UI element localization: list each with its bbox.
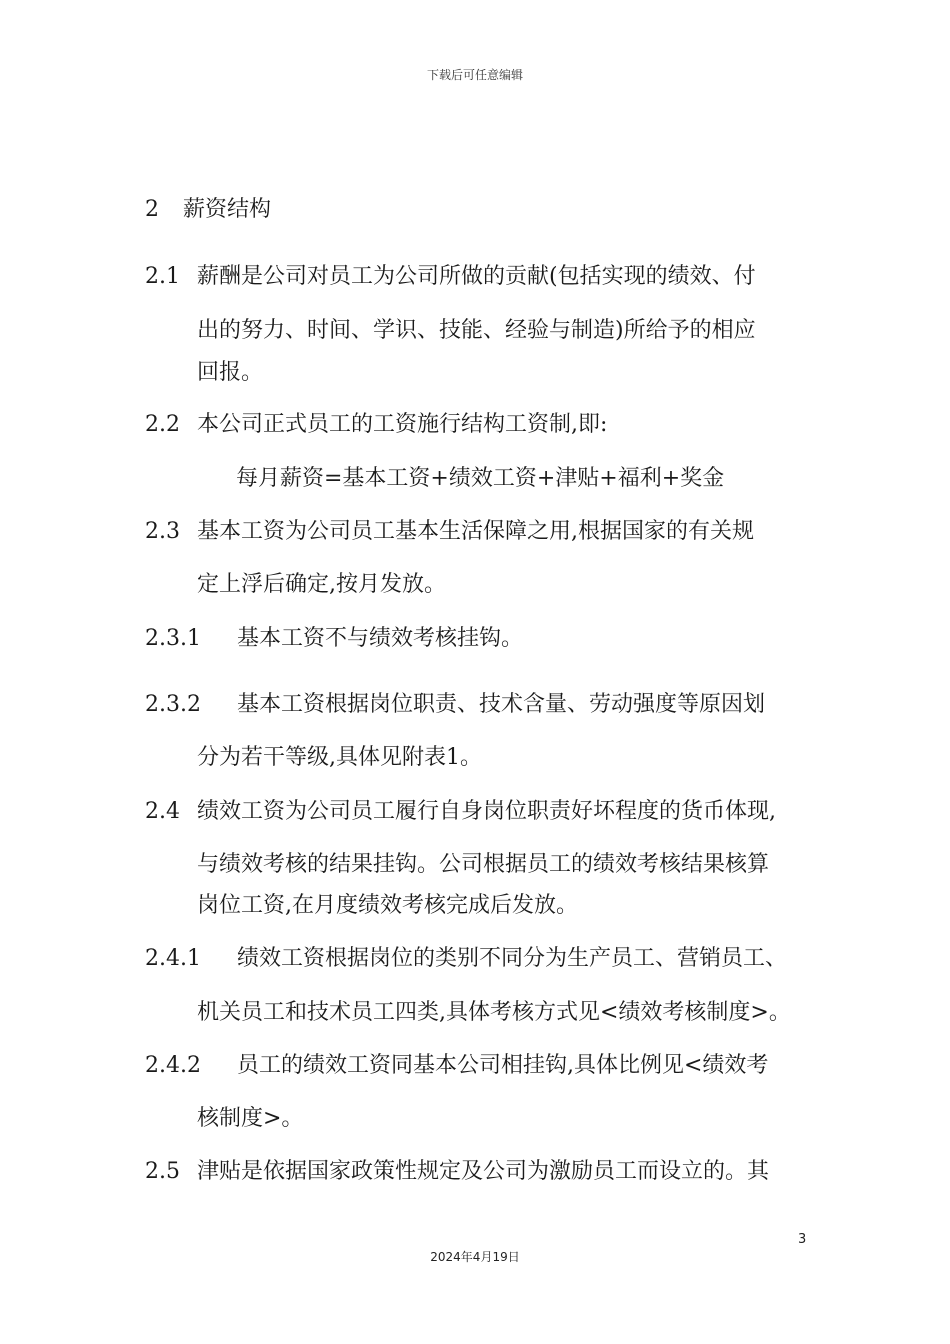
clause-number: 2.5: [145, 1159, 180, 1184]
clause-number: 2.4.2: [145, 1053, 201, 1078]
heading-2: [145, 195, 271, 225]
clause-text: 基本工资根据岗位职责、技术含量、劳动强度等原因划: [237, 692, 766, 717]
clause-2-3-2-cont: 分为若干等级,具体见附表1。: [197, 745, 482, 770]
clause-2-4-cont-2: 岗位工资,在月度绩效考核完成后发放。: [197, 893, 578, 918]
clause-2-4: [145, 797, 776, 827]
salary-formula: 每月薪资=基本工资+绩效工资+津贴+福利+奖金: [236, 466, 725, 491]
clause-2-3-1: [145, 624, 523, 654]
clause-2-4-2-cont: 核制度>。: [197, 1106, 304, 1131]
clause-text: 基本工资为公司员工基本生活保障之用,根据国家的有关规: [197, 519, 754, 544]
heading-text: 薪资结构: [183, 197, 272, 222]
clause-2-4-1-cont: 机关员工和技术员工四类,具体考核方式见<绩效考核制度>。: [197, 1000, 791, 1025]
clause-2-4-1: [145, 944, 787, 974]
clause-2-3: [145, 517, 754, 547]
clause-text: 员工的绩效工资同基本公司相挂钩,具体比例见<绩效考: [237, 1053, 769, 1078]
clause-number: 2.3.1: [145, 626, 201, 651]
clause-2-3-cont: 定上浮后确定,按月发放。: [197, 572, 446, 597]
clause-text: 本公司正式员工的工资施行结构工资制,即:: [197, 412, 608, 437]
clause-2-1-cont-2: 回报。: [197, 360, 264, 385]
page-header: 下载后可任意编辑: [426, 68, 523, 82]
clause-2-5: [145, 1157, 769, 1187]
clause-text: 绩效工资为公司员工履行自身岗位职责好坏程度的货币体现,: [197, 799, 776, 824]
clause-number: 2.3: [145, 519, 180, 544]
clause-2-3-2: [145, 690, 765, 720]
clause-text: 薪酬是公司对员工为公司所做的贡献(包括实现的绩效、付: [197, 264, 756, 289]
clause-2-1-cont-1: 出的努力、时间、学识、技能、经验与制造)所给予的相应: [197, 318, 756, 343]
clause-text: 绩效工资根据岗位的类别不同分为生产员工、营销员工、: [237, 946, 788, 971]
clause-number: 2.4.1: [145, 946, 201, 971]
clause-2-4-cont-1: 与绩效考核的结果挂钩。公司根据员工的绩效考核结果核算: [197, 852, 770, 877]
clause-2-2: [145, 410, 607, 440]
clause-2-4-2: [145, 1051, 768, 1081]
clause-number: 2.3.2: [145, 692, 201, 717]
heading-number: 2: [145, 197, 159, 222]
clause-text: 津贴是依据国家政策性规定及公司为激励员工而设立的。其: [197, 1159, 770, 1184]
page-number: 3: [798, 1232, 807, 1247]
clause-2-1: [145, 262, 756, 292]
clause-text: 基本工资不与绩效考核挂钩。: [237, 626, 524, 651]
clause-number: 2.1: [145, 264, 180, 289]
clause-number: 2.2: [145, 412, 180, 437]
clause-number: 2.4: [145, 799, 180, 824]
footer-date: 2024年4月19日: [430, 1250, 520, 1264]
